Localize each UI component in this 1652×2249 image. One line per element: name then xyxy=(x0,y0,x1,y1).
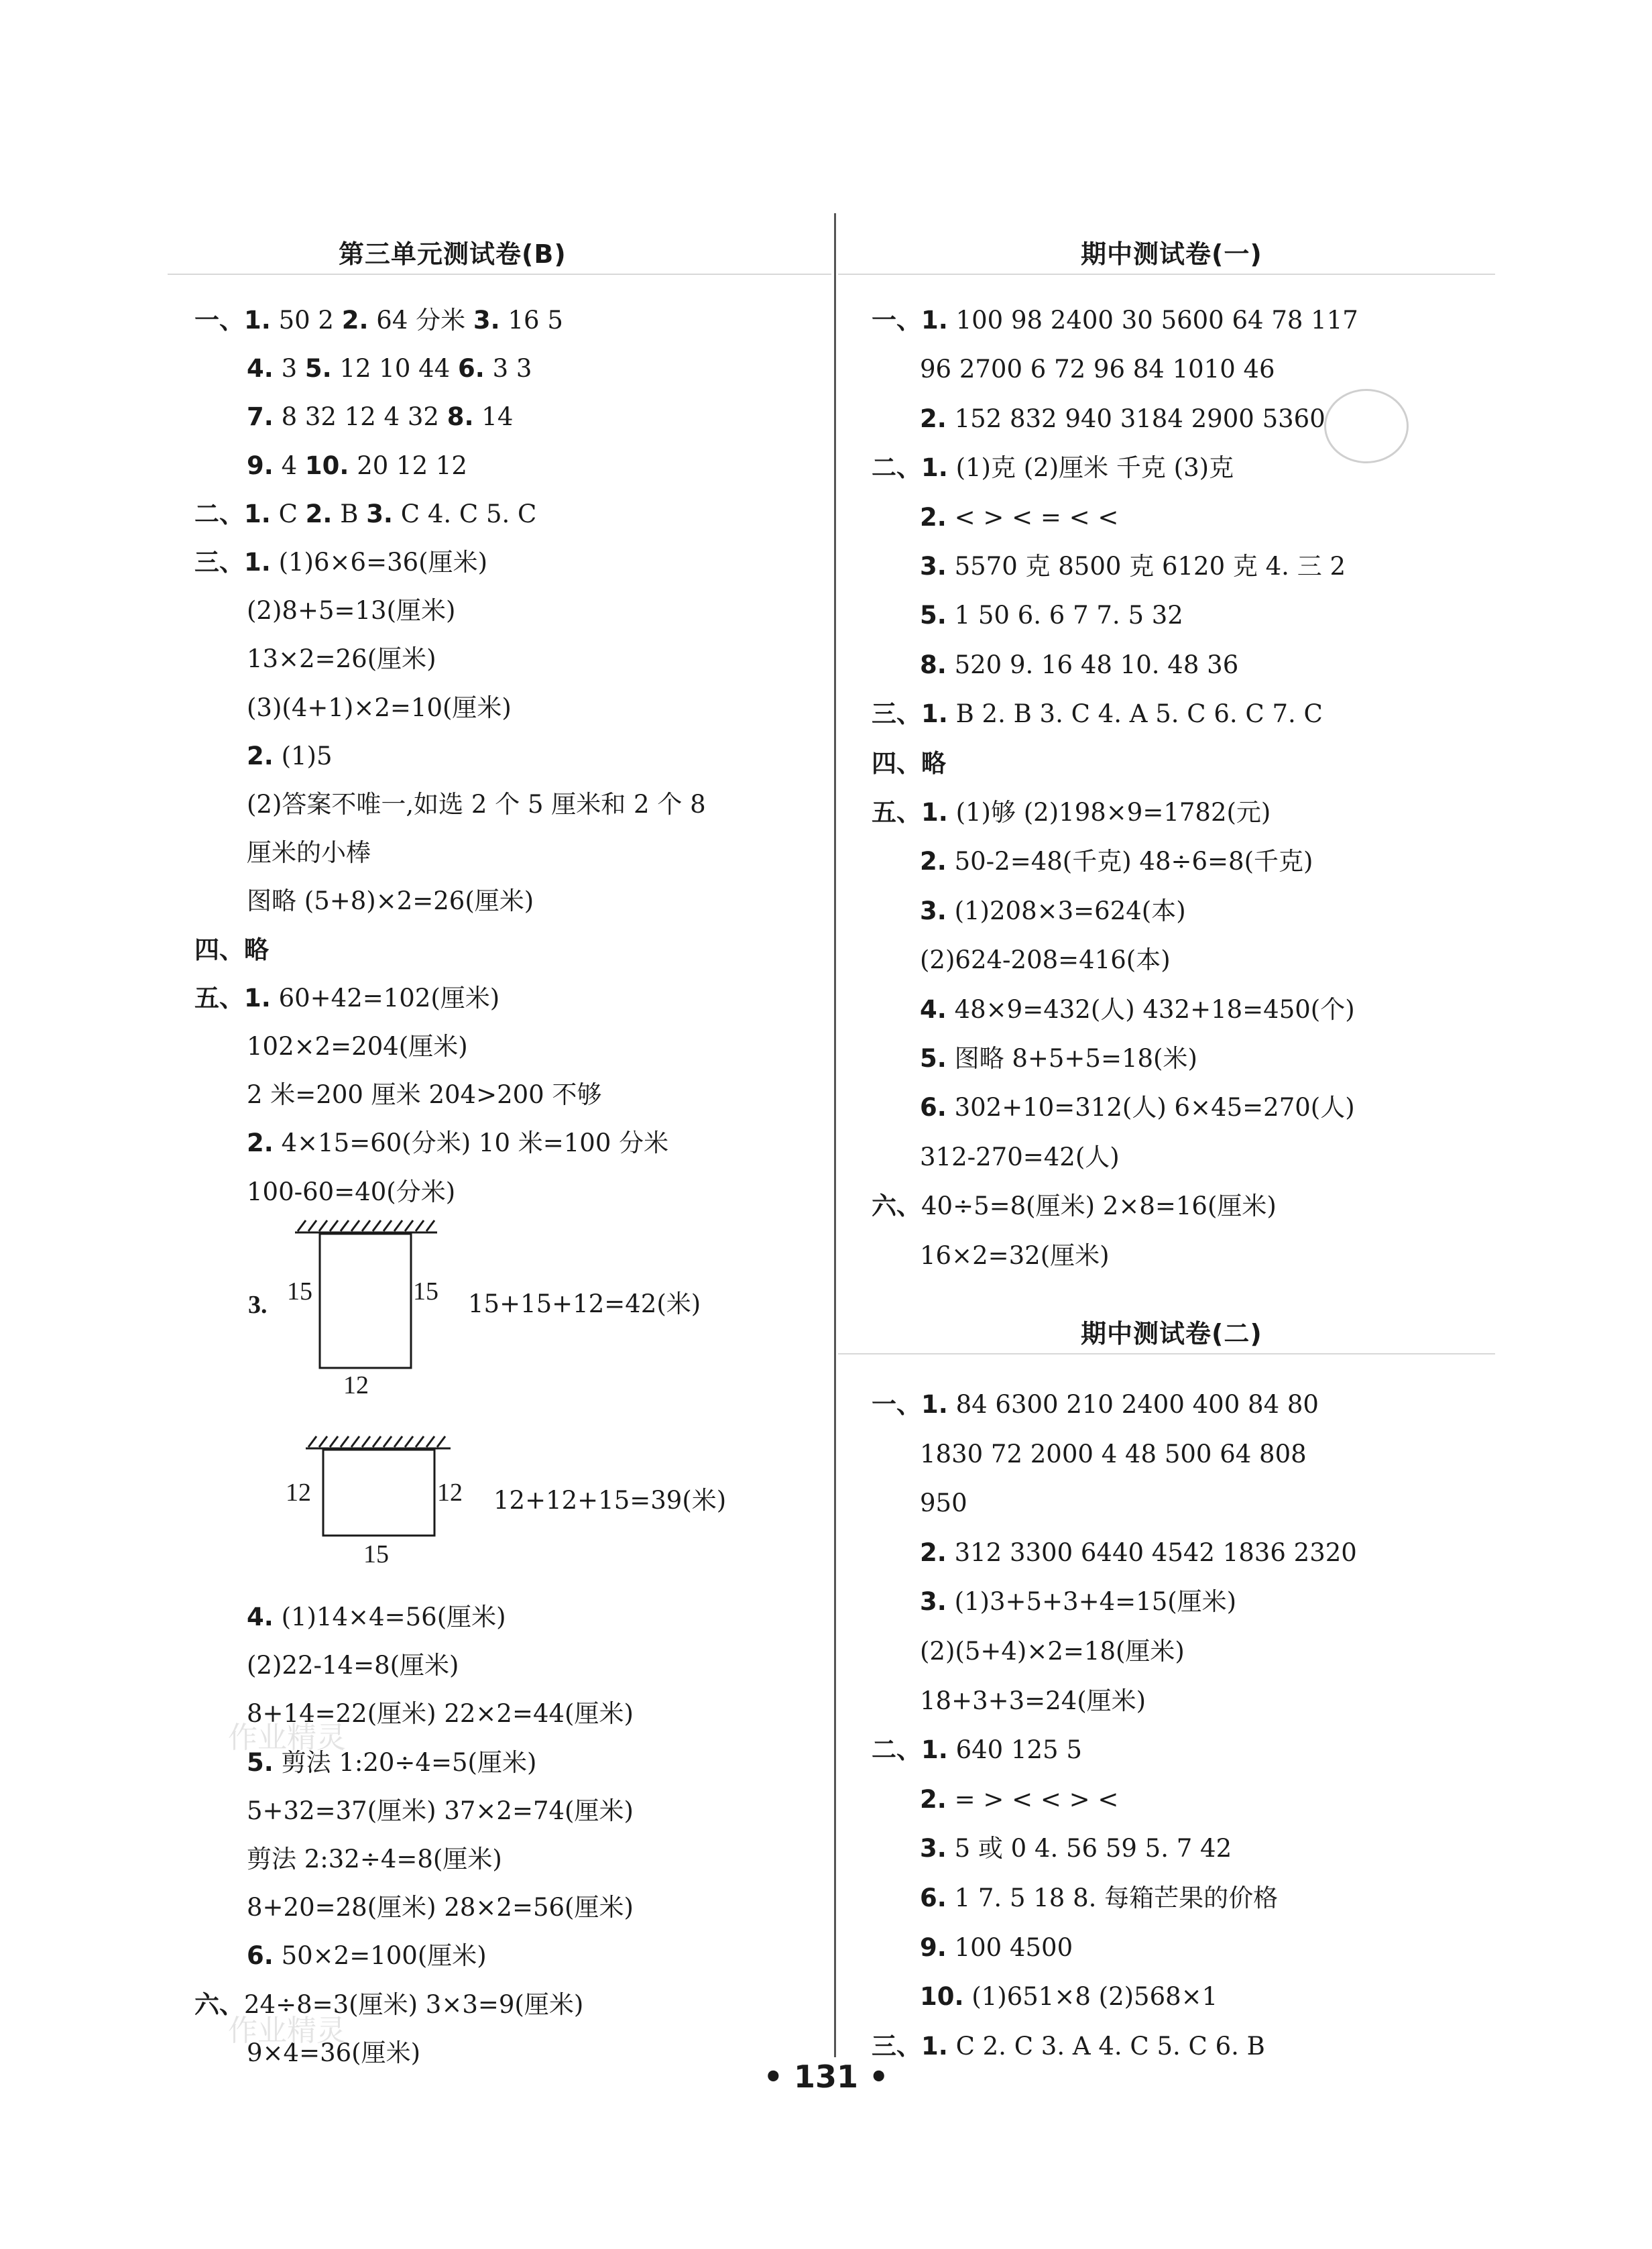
answer-label: 2. xyxy=(247,741,274,770)
answer-line xyxy=(920,1933,1073,1963)
answer-line xyxy=(247,1651,459,1680)
answer-line xyxy=(247,596,455,626)
answer-text: 100 98 2400 30 5600 64 78 117 xyxy=(947,306,1358,335)
answer-label: 2. xyxy=(920,1538,947,1567)
answer-line xyxy=(920,847,1313,876)
answer-line xyxy=(872,1192,1277,1221)
answer-text: 5 或 0 4. 56 59 5. 7 42 xyxy=(946,1834,1232,1863)
answer-text: 1 7. 5 18 8. 每箱芒果的价格 xyxy=(946,1884,1279,1912)
watermark-1: 作业精灵 xyxy=(228,1721,346,1755)
answer-label: 9. xyxy=(247,451,274,480)
answer-line xyxy=(872,1390,1319,1420)
answer-text: 14 xyxy=(473,402,514,432)
answer-line xyxy=(920,404,1325,434)
answer-text: (1)208×3=624(本) xyxy=(946,896,1186,925)
answer-line xyxy=(247,451,467,481)
answer-line xyxy=(920,945,1171,975)
fig2-equation: 12+12+15=39(米) xyxy=(493,1486,727,1515)
left-section-title: 第三单元测试卷(B) xyxy=(339,239,567,269)
answer-line xyxy=(920,1686,1146,1716)
fig1-number: 3. xyxy=(248,1291,268,1319)
answer-label: 一、1. xyxy=(872,306,948,335)
answer-line xyxy=(920,1884,1278,1913)
answer-line xyxy=(247,1941,487,1971)
fig1-bottom: 12 xyxy=(343,1371,369,1399)
right-title-rule xyxy=(838,274,1495,275)
answer-label: 10. xyxy=(304,451,349,480)
answer-text: 152 832 940 3184 2900 5360 xyxy=(946,404,1325,433)
answer-text: 8 32 12 4 32 xyxy=(273,402,447,432)
answer-line xyxy=(920,1637,1185,1666)
answer-label: 二、1. xyxy=(872,1735,948,1765)
watermark-2: 作业精灵 xyxy=(228,2014,346,2048)
answer-text: 302+10=312(人) 6×45=270(人) xyxy=(946,1093,1355,1122)
answer-text: 厘米的小棒 xyxy=(247,838,371,868)
answer-label: 四、略 xyxy=(872,748,946,778)
answer-text: B xyxy=(332,499,367,528)
answer-label: 2. xyxy=(305,499,333,528)
answer-label: 5. xyxy=(920,1044,947,1073)
answer-label: 五、1. xyxy=(872,798,948,827)
column-divider xyxy=(834,213,836,2057)
answer-line xyxy=(920,552,1346,581)
answer-line xyxy=(872,749,946,778)
answer-line xyxy=(194,306,563,335)
fig1-equation: 15+15+12=42(米) xyxy=(468,1289,701,1318)
hatch-wall-1 xyxy=(295,1220,437,1232)
answer-line xyxy=(920,897,1186,926)
answer-line xyxy=(194,984,499,1013)
answer-label: 3. xyxy=(366,499,393,528)
answer-line xyxy=(872,798,1271,827)
answer-text: 640 125 5 xyxy=(947,1735,1082,1765)
answer-text: (2)624-208=416(本) xyxy=(920,945,1171,975)
fence-diagram-2 xyxy=(282,1428,496,1576)
answer-label: 10. xyxy=(920,1982,964,2012)
answer-text: 18+3+3=24(厘米) xyxy=(920,1686,1146,1715)
answer-label: 4. xyxy=(920,994,947,1024)
answer-text: (1)克 (2)厘米 千克 (3)克 xyxy=(947,453,1234,483)
answer-line xyxy=(920,1538,1357,1568)
answer-line xyxy=(247,1796,634,1826)
answer-line xyxy=(920,995,1355,1025)
answer-text: 图略 (5+8)×2=26(厘米) xyxy=(247,886,534,916)
answer-label: 5. xyxy=(247,1747,274,1777)
answer-text: 图略 8+5+5=18(米) xyxy=(946,1044,1197,1073)
fig1-side-right: 15 xyxy=(413,1277,438,1306)
answer-label: 三、1. xyxy=(872,2031,948,2061)
answer-line xyxy=(920,1440,1307,1469)
answer-line xyxy=(920,1241,1110,1271)
answer-text: = > < < > < xyxy=(946,1784,1119,1814)
answer-text: 5+32=37(厘米) 37×2=74(厘米) xyxy=(247,1796,634,1825)
hatch-wall-2 xyxy=(306,1436,451,1448)
answer-text: 8+14=22(厘米) 22×2=44(厘米) xyxy=(247,1699,634,1729)
answer-label: 5. xyxy=(920,601,947,630)
answer-text: 1 50 6. 6 7 7. 5 32 xyxy=(946,601,1183,630)
answer-text: 60+42=102(厘米) xyxy=(270,983,500,1013)
answer-text: C xyxy=(270,499,306,528)
answer-label: 4. xyxy=(247,354,274,384)
answer-label: 2. xyxy=(920,502,947,532)
answer-line xyxy=(920,1093,1355,1122)
answer-text: 20 12 12 xyxy=(349,451,467,480)
answer-line xyxy=(247,1177,455,1207)
answer-line xyxy=(872,699,1323,729)
answer-label: 二、1. xyxy=(194,499,271,528)
answer-text: < > < = < < xyxy=(946,502,1119,532)
fig2-side-left: 12 xyxy=(286,1479,311,1507)
answer-text: 100 4500 xyxy=(946,1933,1073,1962)
answer-label: 2. xyxy=(247,1129,274,1158)
answer-label: 五、1. xyxy=(194,983,271,1013)
answer-label: 3. xyxy=(920,1834,947,1863)
answer-line xyxy=(194,548,487,577)
answer-label: 一、1. xyxy=(872,1390,948,1419)
answer-text: 3 xyxy=(273,354,305,384)
answer-line xyxy=(872,2032,1265,2061)
answer-label: 二、1. xyxy=(872,453,948,483)
answer-line xyxy=(920,1143,1120,1172)
fig2-bottom: 15 xyxy=(363,1540,389,1568)
answer-text: B 2. B 3. C 4. A 5. C 6. C 7. C xyxy=(947,699,1323,729)
answer-line xyxy=(920,650,1238,680)
answer-line xyxy=(920,1982,1218,2012)
answer-line xyxy=(247,644,436,674)
answer-line xyxy=(920,1834,1232,1863)
answer-line xyxy=(247,1032,468,1061)
answer-label: 3. xyxy=(920,896,947,925)
fence-rect-2 xyxy=(323,1450,434,1536)
fig2-side-right: 12 xyxy=(437,1479,463,1507)
answer-text: 100-60=40(分米) xyxy=(247,1177,456,1206)
answer-text: (2)答案不唯一,如选 2 个 5 厘米和 2 个 8 xyxy=(247,790,706,819)
answer-text: (2)8+5=13(厘米) xyxy=(247,596,456,626)
answer-text: 9×4=36(厘米) xyxy=(247,2038,421,2067)
answer-text: (1)5 xyxy=(273,741,333,770)
right-title-rule-2 xyxy=(838,1353,1495,1354)
answer-line xyxy=(247,790,706,819)
answer-text: 24÷8=3(厘米) 3×3=9(厘米) xyxy=(244,1990,584,2019)
answer-label: 2. xyxy=(920,1784,947,1814)
answer-text: 13×2=26(厘米) xyxy=(247,644,436,674)
fig1-side-left: 15 xyxy=(287,1277,312,1306)
answer-label: 三、1. xyxy=(872,699,948,729)
answer-text: 8+20=28(厘米) 28×2=56(厘米) xyxy=(247,1893,634,1922)
answer-text: (2)22-14=8(厘米) xyxy=(247,1651,459,1680)
answer-label: 9. xyxy=(920,1933,947,1962)
answer-line xyxy=(247,1893,634,1922)
answer-label: 三、1. xyxy=(194,548,271,577)
answer-text: 剪法 2:32÷4=8(厘米) xyxy=(247,1845,502,1873)
answer-label: 8. xyxy=(920,650,947,679)
answer-text: 16 5 xyxy=(499,306,563,335)
answer-line xyxy=(920,503,1118,532)
answer-text: (1)够 (2)198×9=1782(元) xyxy=(947,798,1271,827)
answer-text: (1)6×6=36(厘米) xyxy=(270,548,488,577)
answer-line xyxy=(872,453,1234,483)
answer-text: 102×2=204(厘米) xyxy=(247,1032,468,1061)
answer-line xyxy=(920,355,1275,384)
answer-text: 1830 72 2000 4 48 500 64 808 xyxy=(920,1439,1307,1468)
answer-text: 50-2=48(千克) 48÷6=8(千克) xyxy=(946,847,1313,876)
page-number: • 131 • xyxy=(763,2059,889,2095)
answer-line xyxy=(247,1129,668,1158)
answer-text: 剪法 1:20÷4=5(厘米) xyxy=(273,1747,537,1777)
answer-label: 5. xyxy=(304,354,332,384)
answer-text: 40÷5=8(厘米) 2×8=16(厘米) xyxy=(921,1192,1277,1221)
answer-text: 4×15=60(分米) 10 米=100 分米 xyxy=(273,1129,669,1158)
answer-text: 50 2 xyxy=(270,306,342,335)
answer-line xyxy=(872,1735,1082,1765)
answer-text: (3)(4+1)×2=10(厘米) xyxy=(247,693,512,722)
answer-text: 16×2=32(厘米) xyxy=(920,1241,1110,1270)
answer-line xyxy=(920,1489,967,1518)
right-section-title-1: 期中测试卷(一) xyxy=(1081,239,1262,269)
stamp-circle xyxy=(1324,389,1409,463)
answer-label: 一、1. xyxy=(194,306,271,335)
answer-text: C 2. C 3. A 4. C 5. C 6. B xyxy=(947,2031,1265,2061)
answer-label: 2. xyxy=(920,847,947,876)
answer-text: 312 3300 6440 4542 1836 2320 xyxy=(946,1538,1357,1567)
answer-text: C 4. C 5. C xyxy=(393,499,537,528)
answer-line xyxy=(247,693,512,723)
answer-label: 6. xyxy=(920,1093,947,1122)
answer-line xyxy=(247,1845,502,1874)
answer-label: 四、略 xyxy=(194,935,269,964)
answer-label: 7. xyxy=(247,402,274,432)
answer-text: 950 xyxy=(920,1489,967,1518)
answer-text: 520 9. 16 48 10. 48 36 xyxy=(946,650,1239,679)
answer-line xyxy=(194,935,269,965)
answer-label: 2. xyxy=(920,404,947,433)
answer-label: 2. xyxy=(341,306,369,335)
answer-text: 2 米=200 厘米 204>200 不够 xyxy=(247,1080,602,1110)
answer-text: 12 10 44 xyxy=(331,354,458,384)
answer-text: 312-270=42(人) xyxy=(920,1142,1120,1171)
answer-label: 6. xyxy=(920,1884,947,1912)
answer-label: 3. xyxy=(920,552,947,581)
answer-line xyxy=(247,742,333,771)
answer-text: 3 3 xyxy=(484,354,532,384)
answer-text: (1)14×4=56(厘米) xyxy=(273,1603,506,1631)
fence-rect-1 xyxy=(320,1234,411,1368)
answer-label: 8. xyxy=(447,402,474,432)
answer-text: 84 6300 210 2400 400 84 80 xyxy=(947,1390,1319,1419)
answer-text: 48×9=432(人) 432+18=450(个) xyxy=(946,994,1355,1024)
answer-label: 六、 xyxy=(194,1990,244,2019)
answer-label: 六、 xyxy=(872,1192,921,1221)
answer-line xyxy=(920,1587,1236,1617)
answer-label: 3. xyxy=(920,1587,947,1617)
answer-line xyxy=(920,1044,1197,1074)
answer-label: 3. xyxy=(473,306,500,335)
answer-line xyxy=(920,1785,1118,1814)
answer-text: 50×2=100(厘米) xyxy=(273,1941,487,1971)
answer-line xyxy=(247,1603,506,1632)
right-section-title-2: 期中测试卷(二) xyxy=(1081,1319,1262,1348)
answer-line xyxy=(247,1080,601,1110)
answer-text: (1)651×8 (2)568×1 xyxy=(963,1982,1218,2012)
answer-text: (2)(5+4)×2=18(厘米) xyxy=(920,1637,1185,1666)
answer-text: (1)3+5+3+4=15(厘米) xyxy=(946,1587,1237,1617)
answer-text: 96 2700 6 72 96 84 1010 46 xyxy=(920,355,1275,384)
answer-line xyxy=(247,838,371,868)
answer-label: 6. xyxy=(247,1941,274,1971)
answer-label: 4. xyxy=(247,1603,274,1631)
answer-line xyxy=(247,402,513,432)
answer-text: 64 分米 xyxy=(368,306,473,335)
answer-line xyxy=(920,601,1183,630)
answer-line xyxy=(872,306,1358,335)
answer-text: 4 xyxy=(273,451,305,480)
left-title-rule xyxy=(168,274,831,275)
answer-line xyxy=(247,354,532,384)
answer-line xyxy=(194,500,536,529)
answer-line xyxy=(247,886,534,916)
answer-label: 6. xyxy=(458,354,485,384)
answer-text: 5570 克 8500 克 6120 克 4. 三 2 xyxy=(946,552,1346,581)
